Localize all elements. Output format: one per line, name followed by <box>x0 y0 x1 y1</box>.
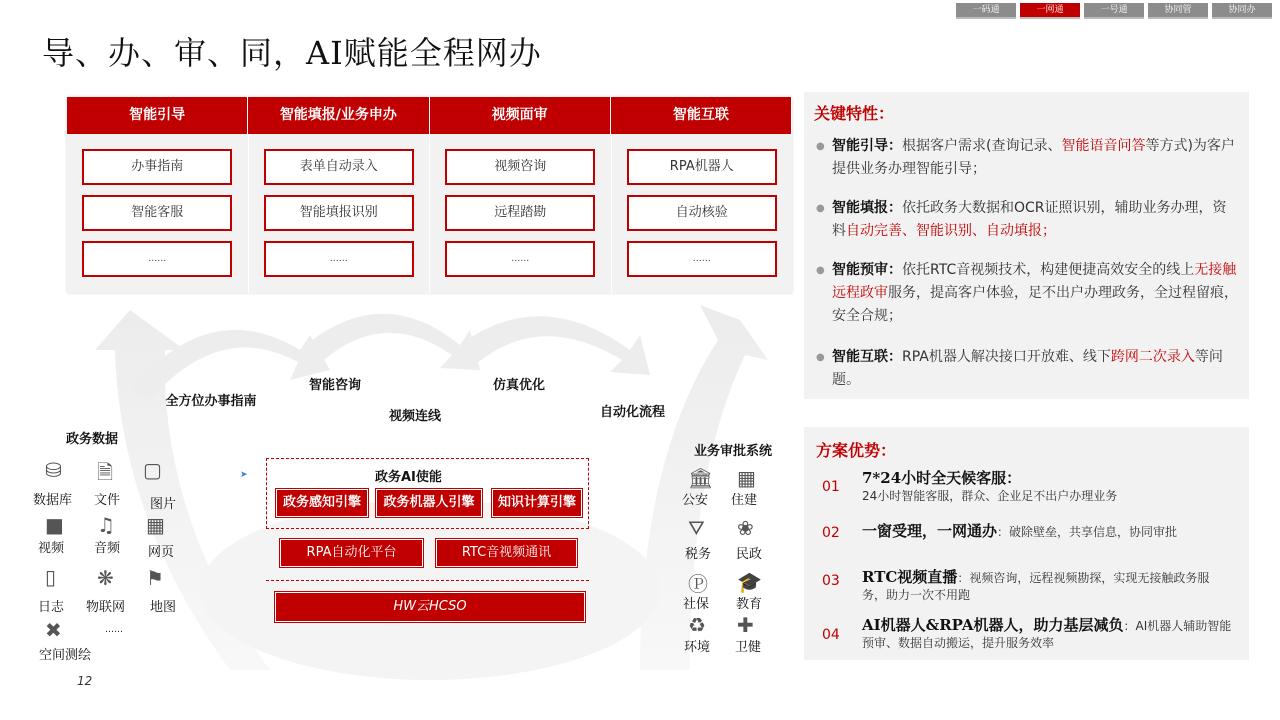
cap-item: RPA机器人 <box>627 149 777 185</box>
perception-engine: 政务感知引擎 <box>276 489 368 517</box>
environment-icon: ♻ <box>688 613 706 637</box>
feature-item: ● 智能引导：根据客户需求(查询记录、智能语音问答等方式)为客户提供业务办理智能引导； <box>816 138 1235 177</box>
gov-data-more: …… <box>105 625 123 635</box>
image-icon: ▢ <box>143 458 162 482</box>
tab-yimatong[interactable]: 一码通 <box>956 3 1016 19</box>
cap-header: 视频面审 <box>430 97 611 134</box>
cap-column <box>249 134 431 293</box>
database-icon: ⛁ <box>45 458 62 482</box>
social-security-icon: Ⓟ <box>688 572 708 596</box>
gov-data-label: 数据库 <box>33 493 73 508</box>
cap-item: 远程踏勘 <box>445 195 595 231</box>
biz-label: 卫健 <box>735 640 762 655</box>
knowledge-engine: 知识计算引擎 <box>492 489 582 517</box>
civil-icon: ❀ <box>737 516 754 540</box>
gov-data-title: 政务数据 <box>66 432 119 447</box>
file-icon: 🗎 <box>97 460 114 484</box>
flow-label-video: 视频连线 <box>389 409 442 424</box>
advantage-item: AI机器人&RPA机器人，助力基层减负：AI机器人辅助智能预审、数据自动搬运，提升服务效率 <box>862 616 1232 650</box>
tab-yiwangtong[interactable]: 一网通 <box>1020 3 1080 19</box>
cap-header: 智能填报/业务申办 <box>248 97 429 134</box>
video-icon: ■ <box>45 513 64 537</box>
feature-item: ● 智能填报：依托政务大数据和OCR证照识别，辅助业务办理，资料自动完善、智能识别、自动填报； <box>816 200 1227 239</box>
capability-table <box>67 97 792 293</box>
features-title: 关键特性： <box>814 104 895 123</box>
biz-label: 住建 <box>731 493 758 508</box>
cap-item: 自动核验 <box>627 195 777 231</box>
gov-data-label: 图片 <box>150 497 177 512</box>
cap-column <box>612 134 793 293</box>
police-icon: 🏛 <box>688 466 714 490</box>
flow-label-simulation: 仿真优化 <box>493 378 546 393</box>
biz-label: 环境 <box>684 640 711 655</box>
cap-item: 智能填报识别 <box>264 195 414 231</box>
biz-system-title: 业务审批系统 <box>694 444 773 459</box>
rtc-platform: RTC音视频通讯 <box>436 539 577 567</box>
cap-item: 智能客服 <box>82 195 232 231</box>
cap-header: 智能引导 <box>67 97 248 134</box>
features-panel <box>804 92 1249 399</box>
advantage-number: 01 <box>822 479 840 495</box>
advantage-item: 7*24小时全天候客服： 24小时智能客服，群众、企业足不出户办理业务 <box>862 469 1118 503</box>
ai-core-title: 政务AI使能 <box>375 470 442 485</box>
page-title: 导、办、审、同，AI赋能全程网办 <box>42 34 542 72</box>
top-nav <box>956 3 1272 19</box>
gov-data-label: 日志 <box>38 600 65 615</box>
rpa-platform: RPA自动化平台 <box>280 539 423 567</box>
advantages-panel <box>804 427 1249 660</box>
housing-icon: ▦ <box>737 466 756 490</box>
education-icon: 🎓 <box>737 570 762 594</box>
gov-data-label: 音频 <box>94 541 121 556</box>
advantage-number: 03 <box>822 573 840 589</box>
iot-icon: ❋ <box>97 566 114 590</box>
cap-item: 视频咨询 <box>445 149 595 185</box>
divider <box>266 580 589 581</box>
cap-column <box>67 134 249 293</box>
flow-label-consult: 智能咨询 <box>309 378 362 393</box>
gov-data-label: 文件 <box>94 493 121 508</box>
cap-item: …… <box>264 241 414 277</box>
biz-label: 税务 <box>685 547 712 562</box>
biz-label: 教育 <box>736 597 763 612</box>
tab-xietongguan[interactable]: 协同管 <box>1148 3 1208 19</box>
cap-item: …… <box>627 241 777 277</box>
survey-icon: ✖ <box>45 618 62 642</box>
tax-icon: ⛛ <box>688 516 705 540</box>
feature-item: ● 智能预审：依托RTC音视频技术，构建便捷高效安全的线上无接触远程政审服务，提高客户体验，足不出户办理政务，全过程留痕，安全合规； <box>816 262 1238 324</box>
advantage-number: 04 <box>822 627 840 643</box>
audio-icon: ♫ <box>97 513 115 537</box>
cap-item: …… <box>82 241 232 277</box>
gov-data-label: 地图 <box>150 600 177 615</box>
health-icon: ✚ <box>737 613 754 637</box>
capability-header-row <box>67 97 792 134</box>
advantages-title: 方案优势： <box>816 441 897 460</box>
cloud-platform: HW云HCSO <box>275 592 585 622</box>
cap-header: 智能互联 <box>611 97 792 134</box>
log-icon: ▯ <box>45 565 57 589</box>
biz-label: 公安 <box>682 493 709 508</box>
advantage-item: 一窗受理，一网通办：破除壁垒，共享信息，协同审批 <box>862 522 1178 540</box>
webpage-icon: ▦ <box>146 513 165 537</box>
advantage-number: 02 <box>822 525 840 541</box>
feature-item: ● 智能互联：RPA机器人解决接口开放难、线下跨网二次录入等问题。 <box>816 349 1223 388</box>
gov-data-label: 网页 <box>148 545 175 560</box>
cap-item: 办事指南 <box>82 149 232 185</box>
tab-xietongban[interactable]: 协同办 <box>1212 3 1272 19</box>
biz-label: 民政 <box>736 547 763 562</box>
cap-item: …… <box>445 241 595 277</box>
gov-data-label: 空间测绘 <box>39 648 92 663</box>
page-number: 12 <box>77 674 93 688</box>
map-icon: ⚑ <box>146 566 164 590</box>
cap-item: 表单自动录入 <box>264 149 414 185</box>
gov-data-label: 视频 <box>38 541 65 556</box>
flow-label-guide: 全方位办事指南 <box>165 394 257 409</box>
tab-yihaotong[interactable]: 一号通 <box>1084 3 1144 19</box>
advantage-item: RTC视频直播：视频咨询，远程视频勘探，实现无接触政务服务，助力一次不用跑 <box>862 568 1210 602</box>
small-arrow-icon: ➤ <box>240 470 248 480</box>
robot-engine: 政务机器人引擎 <box>376 489 482 517</box>
biz-label: 社保 <box>683 597 710 612</box>
gov-data-label: 物联网 <box>86 600 126 615</box>
cap-column <box>430 134 612 293</box>
flow-label-automation: 自动化流程 <box>600 405 666 420</box>
